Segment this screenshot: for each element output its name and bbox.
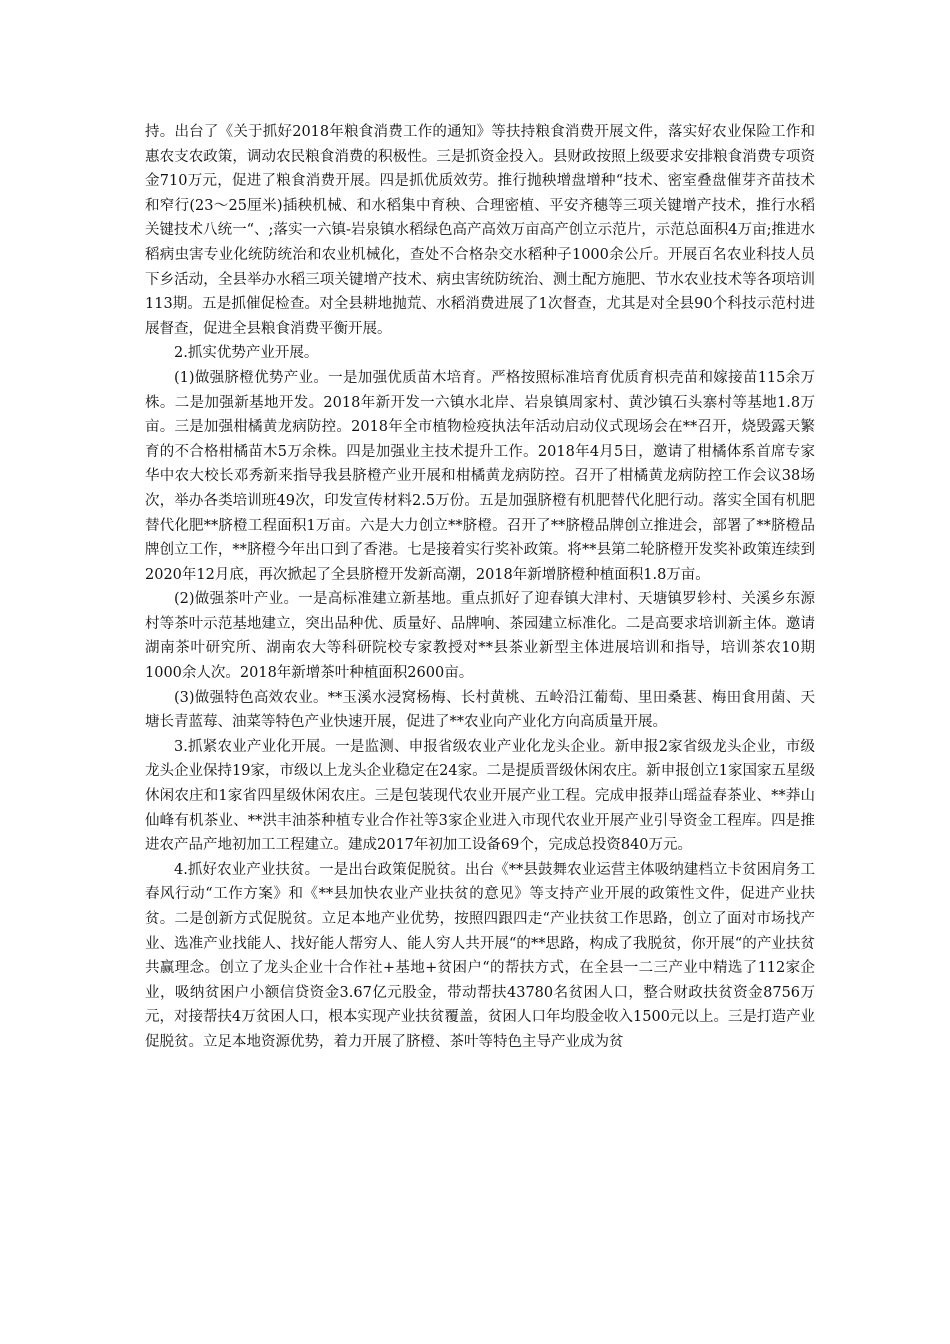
paragraph-poverty-alleviation: 4.抓好农业产业扶贫。一是出台政策促脱贫。出台《**县鼓舞农业运营主体吸纳建档立卡贫困肩务工春风行动“工作方案》和《**县加快农业产业扶贫的意见》等支持产业开展的政策性文件，促进产业扶贫。二是创新方式促脱贫。立足本地产业优势，按照四跟四走“产业扶贫工作思路，创立了面对市场找产业、选准产业找能人、找好能人帮穷人、能人穷人共开展“的**思路，构成了我脱贫，你开展“的产业扶贫共赢理念。创立了龙头企业十合作社+基地+贫困户“的帮扶方式，在全县一二三产业中精选了112家企业，吸纳贫困户小额信贷资金3.67亿元股金，带动帮扶43780名贫困人口，整合财政扶贫资金8756万元，对接帮扶4万贫困人口，根本实现产业扶贫覆盖，贫困人口年均股金收入1500元以上。三是打造产业促脱贫。立足本地资源优势，着力开展了脐橙、茶叶等特色主导产业成为贫 xyxy=(145,861,815,1050)
paragraph-industrialization: 3.抓紧农业产业化开展。一是监测、申报省级农业产业化龙头企业。新申报2家省级龙头企业，市级龙头企业保持19家，市级以上龙头企业稳定在24家。二是提质晋级休闲农庄。新申报创立1家国家五星级休闲农庄和1家省四星级休闲农庄。三是包装现代农业开展产业工程。完成申报莽山瑶益春茶业、**莽山仙峰有机茶业、**洪丰油茶种植专业合作社等3家企业进入市现代农业开展产业引导资金工程库。四是推进农产品产地初加工工程建立。建成2017年初加工设备69个，完成总投资840万元。 xyxy=(145,738,815,854)
paragraph-tea-industry: (2)做强茶叶产业。一是高标准建立新基地。重点抓好了迎春镇大津村、天塘镇罗轸村、关溪乡东源村等茶叶示范基地建立，突出品种优、质量好、品牌响、茶园建立标准化。二是高要求培训新主体。邀请湖南茶叶研究所、湖南农大等科研院校专家教授对**县茶业新型主体进展培训和指导，培训茶农10期1000余人次。2018年新增茶叶种植面积2600亩。 xyxy=(145,591,815,682)
section-heading-advantage-industry: 2.抓实优势产业开展。 xyxy=(174,345,319,362)
paragraph-navel-orange: (1)做强脐橙优势产业。一是加强优质苗木培育。严格按照标准培育优质育枳壳苗和嫁接苗115余万株。二是加强新基地开发。2018年新开发一六镇水北岸、岩泉镇周家村、黄沙镇石头寨村等基地1.8万亩。三是加强柑橘黄龙病防控。2018年全市植物检疫执法年活动启动仪式现场会在**召开，烧毁露天繁育的不合格柑橘苗木5万余株。四是加强业主技术提升工作。2018年4月5日，邀请了柑橘体系首席专家华中农大校长邓秀新来指导我县脐橙产业开展和柑橘黄龙病防控。召开了柑橘黄龙病防控工作会议38场次，举办各类培训班49次，印发宣传材料2.5万份。五是加强脐橙有机肥替代化肥行动。落实全国有机肥替代化肥**脐橙工程面积1万亩。六是大力创立**脐橙。召开了**脐橙品牌创立推进会，部署了**脐橙品牌创立工作，**脐橙今年出口到了香港。七是接着实行奖补政策。将**县第二轮脐橙开发奖补政策连续到2020年12月底，再次掀起了全县脐橙开发新高潮，2018年新增脐橙种植面积1.8万亩。 xyxy=(145,369,815,583)
paragraph-grain-production: 持。出台了《关于抓好2018年粮食消费工作的通知》等扶持粮食消费开展文件，落实好农业保险工作和惠农支农政策，调动农民粮食消费的积极性。三是抓资金投入。县财政按照上级要求安排粮食消费专项资金710万元，促进了粮食消费开展。四是抓优质效劳。推行抛秧增盘增种“技术、密室叠盘催芽齐苗技术和窄行(23～25厘米)插秧机械、和水稻集中育秧、合理密植、平安齐穗等三项关键增产技术，推行水稻关键技术八统一“、;落实一六镇-岩泉镇水稻绿色高产高效万亩高产创立示范片，示范总面积4万亩;推进水稻病虫害专业化统防统治和农业机械化，查处不合格杂交水稻种子1000余公斤。开展百名农业科技人员下乡活动，全县举办水稻三项关键增产技术、病虫害统防统治、测土配方施肥、节水农业技术等各项培训113期。五是抓催促检查。对全县耕地抛荒、水稻消费进展了1次督查，尤其是对全县90个科技示范村进展督查，促进全县粮食消费平衡开展。 xyxy=(145,124,815,337)
document-body xyxy=(145,120,815,1055)
paragraph-specialty-agriculture: (3)做强特色高效农业。**玉溪水浸窝杨梅、长村黄桃、五岭沿江葡萄、里田桑葚、梅田食用菌、天塘长青蓝莓、油菜等特色产业快速开展，促进了**农业向产业化方向高质量开展。 xyxy=(145,689,815,731)
